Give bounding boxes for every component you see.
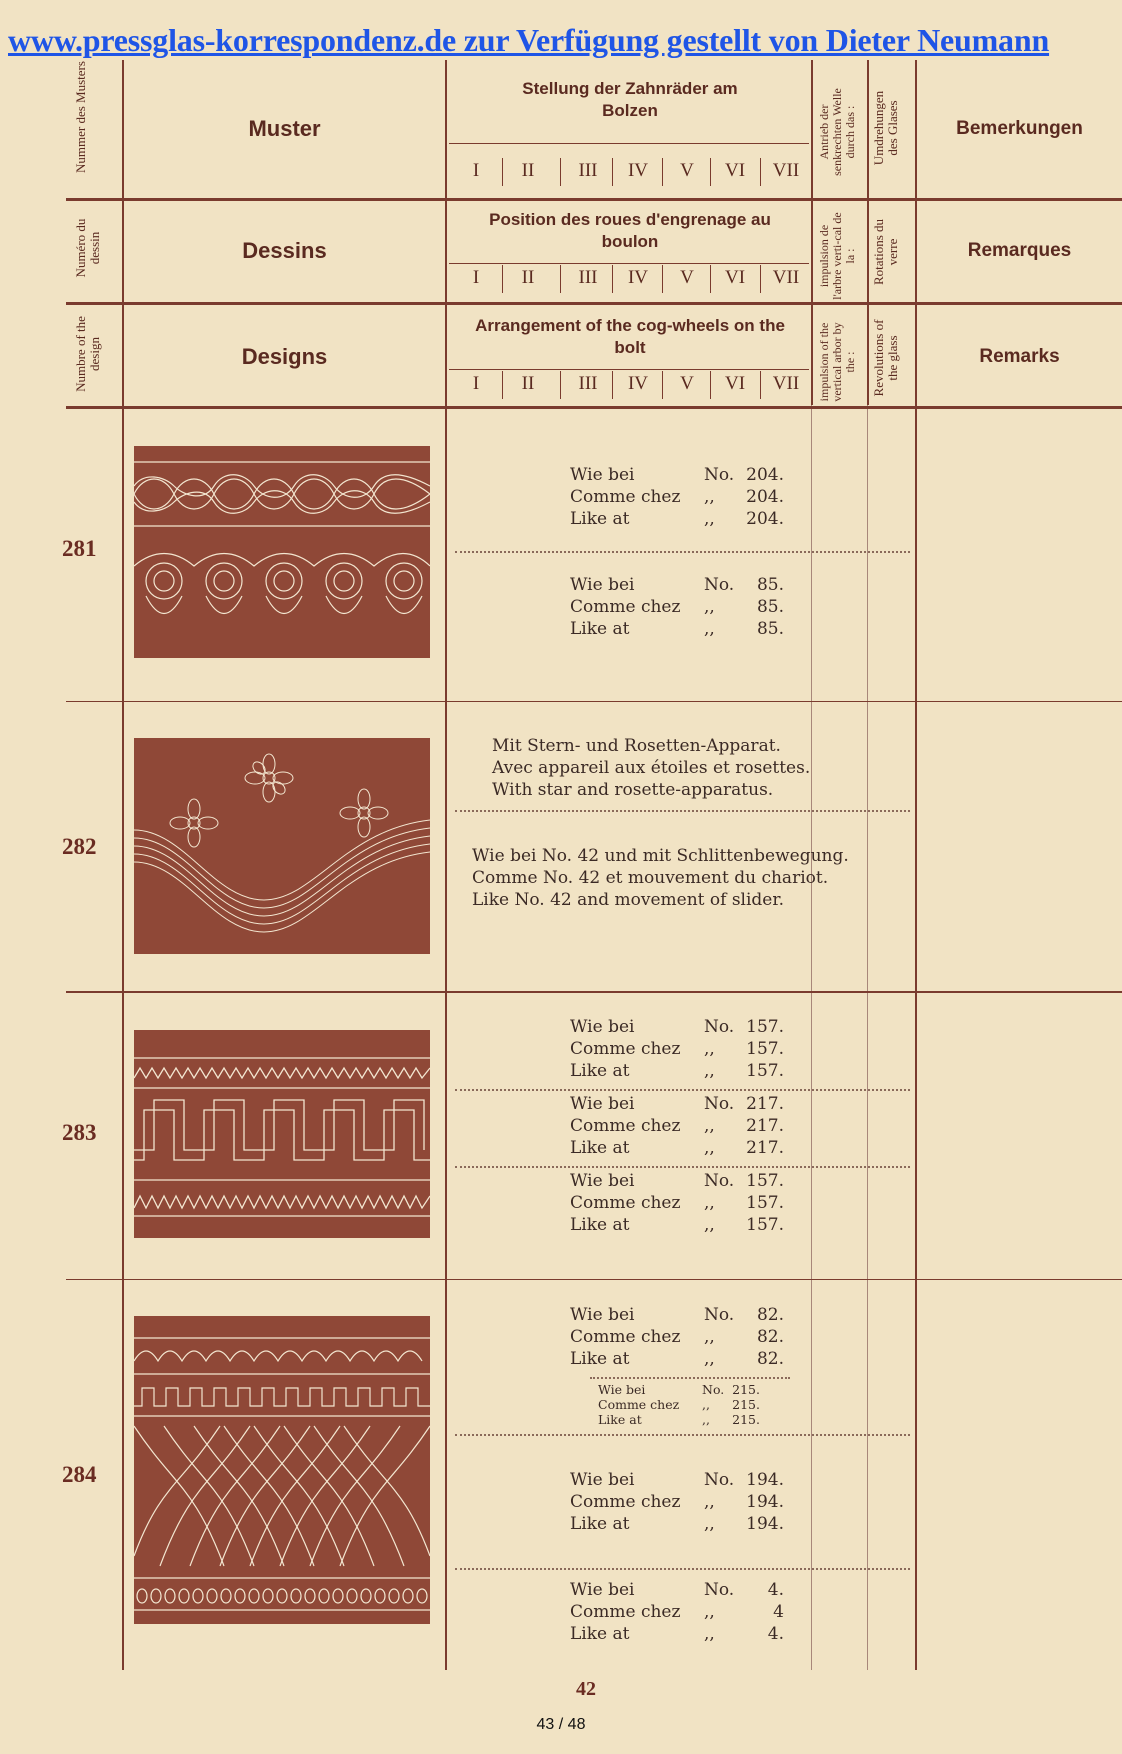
gear-column-II: II [521, 373, 535, 394]
gear-divider [612, 265, 613, 293]
grid-line [66, 406, 1122, 409]
ref-number: 204. [746, 487, 784, 507]
ref-line [570, 1491, 784, 1513]
ref-number: 157. [746, 1039, 784, 1059]
ref-ditto: ,, [704, 1116, 715, 1136]
ref-line [570, 618, 784, 640]
ref-281-a [570, 464, 784, 530]
gear-column-VII: VII [772, 373, 800, 394]
ref-line [570, 1579, 784, 1601]
ref-ditto: No. [704, 1171, 735, 1191]
ref-line [570, 1192, 784, 1214]
ref-line [570, 596, 784, 618]
ref-label: Wie bei [570, 1171, 635, 1191]
ref-number: 157. [746, 1171, 784, 1191]
ref-label: Comme chez [570, 1193, 681, 1213]
grid-line [66, 701, 1122, 702]
ref-ditto: ,, [704, 509, 715, 529]
ref-label: Like at [570, 509, 630, 529]
gear-column-I: I [472, 160, 480, 181]
gear-column-IV: IV [627, 267, 649, 288]
ref-line [570, 1214, 784, 1236]
ref-line [598, 1397, 760, 1412]
header-remarks-en: Remarks [979, 346, 1060, 367]
ref-284-a [570, 1304, 784, 1370]
ref-line [570, 1623, 784, 1645]
dotted-separator [455, 810, 910, 812]
dotted-separator [455, 1089, 910, 1091]
gear-column-II: II [521, 160, 535, 181]
ref-ditto: ,, [704, 487, 715, 507]
ref-label: Comme chez [570, 487, 681, 507]
ref-284-c [570, 1469, 784, 1535]
ref-line [570, 1513, 784, 1535]
ref-ditto: No. [704, 1580, 735, 1600]
ref-label: Wie bei [570, 1094, 635, 1114]
ref-line [570, 1137, 784, 1159]
ref-number: 82. [756, 1349, 784, 1369]
ref-line [570, 1016, 784, 1038]
gear-column-VI: VI [724, 267, 746, 288]
pdf-page-indicator: 43 / 48 [536, 1716, 586, 1733]
ref-label: Comme chez [598, 1397, 680, 1412]
gear-divider [502, 158, 503, 186]
ref-281-b [570, 574, 784, 640]
ref-line [570, 486, 784, 508]
gear-column-V: V [680, 373, 694, 394]
pattern-281-image [134, 446, 430, 658]
gear-divider [710, 158, 711, 186]
ref-number: 217. [746, 1116, 784, 1136]
pattern-284-image [134, 1316, 430, 1624]
ref-label: Comme chez [570, 1039, 681, 1059]
watermark-link[interactable]: www.pressglas-korrespondenz.de zur Verfügung gestellt von Dieter Neumann [8, 22, 1050, 58]
ref-283-a [570, 1016, 784, 1082]
ref-label: Like at [570, 1061, 630, 1081]
ref-line [570, 1115, 784, 1137]
ref-ditto: ,, [702, 1412, 710, 1427]
ref-line [570, 1060, 784, 1082]
ref-label: Wie bei [570, 1305, 635, 1325]
ref-label: Wie bei [570, 1580, 635, 1600]
ref-label: Like at [570, 1514, 630, 1534]
header-remarks-fr: Remarques [967, 240, 1072, 261]
ref-label: Like at [570, 1624, 630, 1644]
ref-number: 4. [767, 1624, 784, 1644]
gear-column-V: V [680, 267, 694, 288]
ref-line [570, 464, 784, 486]
header-impulse-fr: impulsion de l'arbre verti-cal de la : [817, 212, 857, 300]
pattern-283-image [134, 1030, 430, 1238]
header-number-de: Nummer des Musters [73, 61, 88, 173]
ref-number: 217. [746, 1138, 784, 1158]
note-282-de: Mit Stern- und Rosetten-Apparat. [492, 736, 781, 756]
ref-ditto: No. [704, 1305, 735, 1325]
header-number-en: Numbre of the design [73, 316, 102, 392]
gear-divider [710, 371, 711, 399]
grid-line [449, 263, 809, 264]
gear-column-VI: VI [724, 373, 746, 394]
ref-label: Comme chez [570, 1602, 681, 1622]
dotted-separator [455, 551, 910, 553]
ref-label: Comme chez [570, 1327, 681, 1347]
gear-column-V: V [680, 160, 694, 181]
ref-283-c [570, 1170, 784, 1236]
design-number-282: 282 [62, 834, 97, 859]
ref-label: Comme chez [570, 1492, 681, 1512]
gear-column-VI: VI [724, 160, 746, 181]
dotted-separator [455, 1166, 910, 1168]
grid-line [449, 369, 809, 370]
ref-line [570, 1469, 784, 1491]
ref-284-b [598, 1382, 760, 1427]
ref-ditto: No. [704, 1094, 735, 1114]
grid-line [66, 302, 1122, 305]
dotted-separator [455, 1568, 910, 1570]
ref-label: Like at [570, 1349, 630, 1369]
ref-number: 204. [746, 509, 784, 529]
ref-number: 4 [773, 1602, 784, 1622]
ref-ditto: ,, [704, 1193, 715, 1213]
ref-ditto: ,, [704, 597, 715, 617]
ref-label: Like at [570, 1215, 630, 1235]
gear-divider [662, 158, 663, 186]
header-impulse-en: impulsion of the vertical arbor by the : [817, 322, 857, 402]
gear-column-I: I [472, 267, 480, 288]
dotted-separator [590, 1377, 790, 1379]
gear-divider [502, 265, 503, 293]
ref-number: 217. [746, 1094, 784, 1114]
ref-number: 82. [756, 1305, 784, 1325]
header-gears-en: Arrangement of the cog-wheels on the bolt [475, 316, 785, 357]
ref-number: 194. [746, 1470, 784, 1490]
ref-number: 194. [746, 1492, 784, 1512]
ref-label: Comme chez [570, 597, 681, 617]
ref-label: Wie bei [598, 1382, 646, 1397]
ref-ditto: ,, [704, 1061, 715, 1081]
gear-divider [662, 371, 663, 399]
gear-divider [560, 265, 561, 293]
ref-label: Like at [570, 1138, 630, 1158]
ref-number: 85. [756, 619, 784, 639]
ref-number: 194. [746, 1514, 784, 1534]
printed-page-number: 42 [576, 1678, 596, 1700]
ref-line [598, 1412, 760, 1427]
gear-divider [760, 371, 761, 399]
header-impulse-de: Antrieb der senkrechten Welle durch das : [817, 88, 857, 176]
gear-divider [560, 371, 561, 399]
design-number-284: 284 [62, 1462, 97, 1487]
pattern-282-image [134, 738, 430, 954]
ref-line [570, 1304, 784, 1326]
ref-line [570, 574, 784, 596]
ref-number: 85. [756, 575, 784, 595]
ref-label: Wie bei [570, 575, 635, 595]
gear-column-II: II [521, 267, 535, 288]
ref-label: Like at [570, 619, 630, 639]
header-rotations-de: Umdrehungen des Glases [871, 90, 900, 166]
ref-ditto: No. [704, 1470, 735, 1490]
gear-divider [612, 371, 613, 399]
gear-column-IV: IV [627, 160, 649, 181]
ref-ditto: ,, [704, 1514, 715, 1534]
design-number-281: 281 [62, 536, 97, 561]
grid-line [66, 198, 1122, 201]
ref-label: Wie bei [570, 1017, 635, 1037]
ref-number: 215. [732, 1397, 760, 1412]
ref-ditto: ,, [704, 1138, 715, 1158]
header-number-fr: Numéro du dessin [73, 218, 102, 278]
gear-column-IV: IV [627, 373, 649, 394]
ref-number: 204. [746, 465, 784, 485]
header-design-de: Muster [248, 116, 321, 141]
gear-column-VII: VII [772, 267, 800, 288]
ref-label: Wie bei [570, 1470, 635, 1490]
ref-ditto: ,, [704, 1492, 715, 1512]
note-282-fr-2: Comme No. 42 et mouvement du chariot. [472, 868, 829, 888]
ref-line [570, 1038, 784, 1060]
ref-ditto: ,, [704, 1327, 715, 1347]
ref-number: 157. [746, 1193, 784, 1213]
grid-line [449, 143, 809, 144]
grid-line [867, 60, 869, 405]
design-number-283: 283 [62, 1120, 97, 1145]
ref-ditto: ,, [704, 1215, 715, 1235]
ref-ditto: ,, [704, 1602, 715, 1622]
header-rotations-fr: Rotations du verre [871, 218, 900, 286]
grid-line [66, 991, 1122, 993]
gear-divider [612, 158, 613, 186]
gear-column-I: I [472, 373, 480, 394]
gear-divider [760, 158, 761, 186]
gear-column-VII: VII [772, 160, 800, 181]
ref-line [570, 1093, 784, 1115]
header-design-fr: Dessins [242, 238, 327, 263]
ref-line [570, 1326, 784, 1348]
ref-283-b [570, 1093, 784, 1159]
note-282-en-2: Like No. 42 and movement of slider. [472, 890, 785, 910]
ref-ditto: ,, [704, 1624, 715, 1644]
ref-label: Wie bei [570, 465, 635, 485]
ref-line [598, 1382, 760, 1397]
ref-ditto: No. [704, 465, 735, 485]
ref-number: 85. [756, 597, 784, 617]
grid-line [811, 405, 812, 1670]
gear-divider [662, 265, 663, 293]
dotted-separator [455, 1434, 910, 1436]
gear-divider [560, 158, 561, 186]
note-282-en: With star and rosette-apparatus. [492, 780, 774, 800]
header-gears-fr: Position des roues d'engrenage au boulon [489, 210, 771, 251]
header-gears-de: Stellung der Zahnräder am Bolzen [522, 79, 738, 120]
header-design-en: Designs [241, 344, 328, 369]
grid-line [66, 1279, 1122, 1280]
ref-line [570, 1170, 784, 1192]
ref-ditto: No. [704, 575, 735, 595]
ref-number: 215. [732, 1382, 760, 1397]
ref-number: 215. [732, 1412, 760, 1427]
ref-ditto: ,, [702, 1397, 710, 1412]
ref-number: 157. [746, 1017, 784, 1037]
ref-line [570, 1601, 784, 1623]
ref-number: 4. [767, 1580, 784, 1600]
grid-line [811, 60, 813, 405]
gear-divider [760, 265, 761, 293]
ref-number: 157. [746, 1061, 784, 1081]
ref-line [570, 508, 784, 530]
gear-divider [502, 371, 503, 399]
ref-ditto: ,, [704, 1039, 715, 1059]
header-rotations-en: Revolutions of the glass [871, 319, 900, 397]
ref-ditto: No. [704, 1017, 735, 1037]
ref-line [570, 1348, 784, 1370]
gear-column-III: III [578, 373, 598, 394]
gear-column-III: III [578, 267, 598, 288]
ref-ditto: No. [702, 1382, 725, 1397]
ref-number: 82. [756, 1327, 784, 1347]
ref-label: Like at [598, 1412, 642, 1427]
ref-ditto: ,, [704, 1349, 715, 1369]
ref-284-d [570, 1579, 784, 1645]
header-remarks-de: Bemerkungen [956, 118, 1083, 139]
ref-number: 157. [746, 1215, 784, 1235]
grid-line [867, 405, 868, 1670]
ref-label: Comme chez [570, 1116, 681, 1136]
ref-ditto: ,, [704, 619, 715, 639]
note-282-fr: Avec appareil aux étoiles et rosettes. [492, 758, 811, 778]
note-282-de-2: Wie bei No. 42 und mit Schlittenbewegung. [472, 846, 849, 866]
gear-divider [710, 265, 711, 293]
gear-column-III: III [578, 160, 598, 181]
